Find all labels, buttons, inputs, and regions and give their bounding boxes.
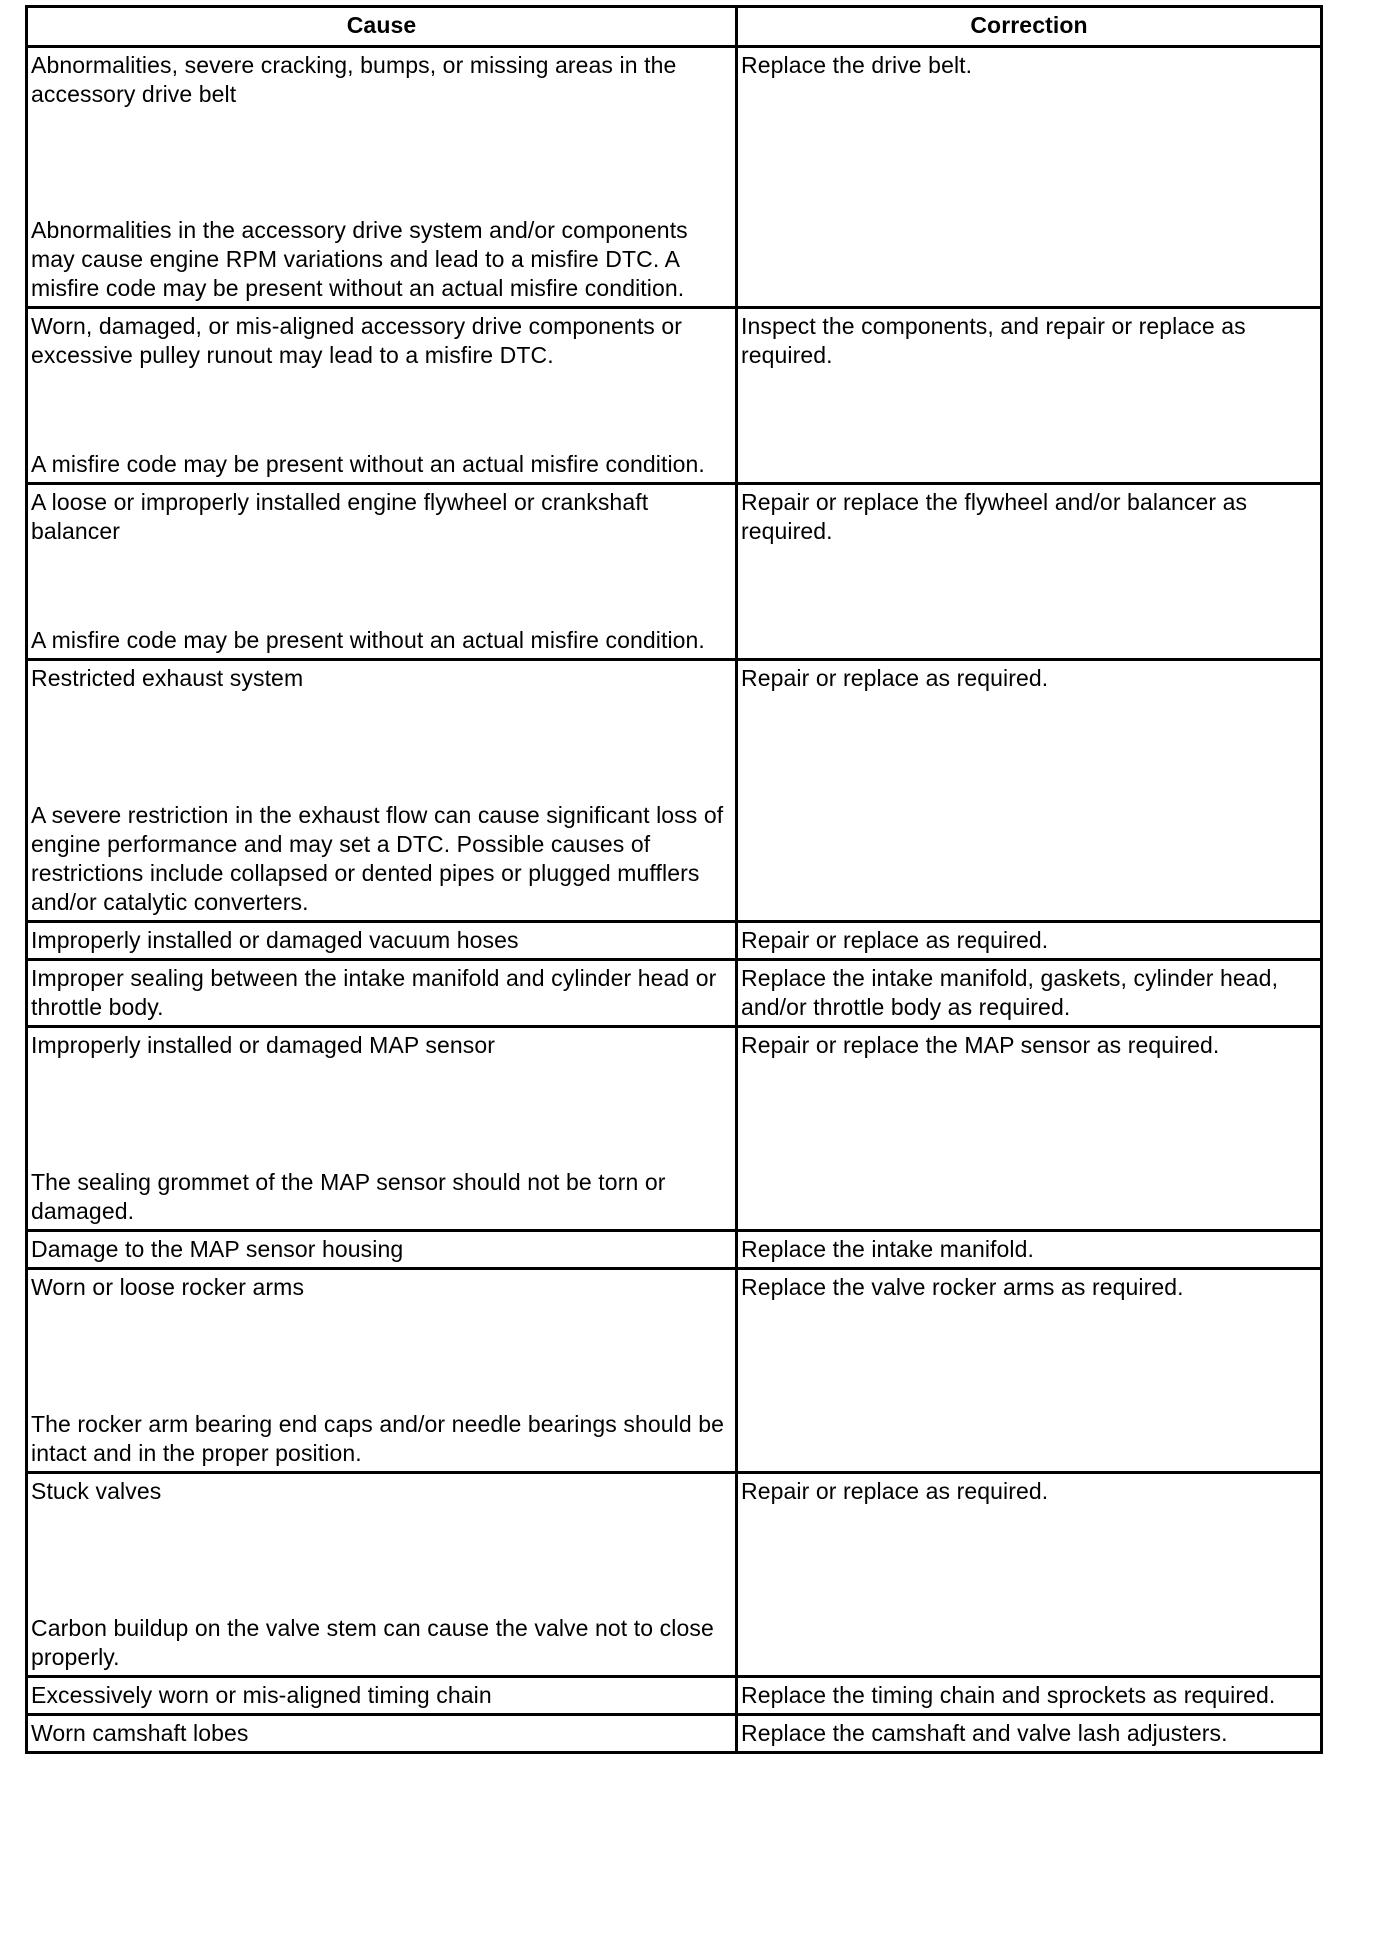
cause-note: A severe restriction in the exhaust flow can cause significant loss of engine performance and may set a DTC. Possible causes of restrictions include collapsed or dented pipes or plugged mufflers and/or catalytic converters.: [31, 802, 724, 915]
spacer: [31, 370, 731, 450]
cause-note: The rocker arm bearing end caps and/or needle bearings should be intact and in the proper position.: [31, 1411, 724, 1466]
spacer: [31, 1506, 731, 1614]
correction-cell: Repair or replace as required.: [737, 922, 1322, 960]
cause-text: Improperly installed or damaged MAP sensor: [31, 1032, 495, 1058]
correction-cell: Repair or replace the flywheel and/or balancer as required.: [737, 484, 1322, 660]
cause-text: Worn or loose rocker arms: [31, 1274, 305, 1300]
cause-cell: [27, 47, 737, 308]
spacer: [31, 546, 731, 626]
header-correction: Correction: [737, 7, 1322, 47]
cause-text: Restricted exhaust system: [31, 665, 304, 691]
spacer: [31, 1060, 731, 1168]
table-row: [27, 1677, 1322, 1715]
cause-text: Worn, damaged, or mis-aligned accessory drive components or excessive pulley runout may lead to a misfire DTC.: [31, 313, 683, 368]
cause-cell: [27, 1269, 737, 1473]
spacer: [31, 693, 731, 801]
cause-note: A misfire code may be present without an actual misfire condition.: [31, 451, 705, 477]
correction-cell: Replace the valve rocker arms as required.: [737, 1269, 1322, 1473]
correction-cell: Repair or replace the MAP sensor as required.: [737, 1027, 1322, 1231]
correction-cell: Repair or replace as required.: [737, 660, 1322, 922]
cause-note: The sealing grommet of the MAP sensor should not be torn or damaged.: [31, 1169, 666, 1224]
cause-text: Stuck valves: [31, 1478, 162, 1504]
table-row: [27, 660, 1322, 922]
correction-cell: Replace the intake manifold.: [737, 1231, 1322, 1269]
cause-text: A loose or improperly installed engine flywheel or crankshaft balancer: [31, 489, 649, 544]
spacer: [31, 1302, 731, 1410]
table-row: [27, 484, 1322, 660]
cause-text: Abnormalities, severe cracking, bumps, or missing areas in the accessory drive belt: [31, 52, 677, 107]
table-row: [27, 1715, 1322, 1753]
table-row: [27, 1269, 1322, 1473]
correction-cell: Replace the camshaft and valve lash adjusters.: [737, 1715, 1322, 1753]
table-row: [27, 308, 1322, 484]
cause-note: Abnormalities in the accessory drive system and/or components may cause engine RPM variations and lead to a misfire DTC. A misfire code may be present without an actual misfire condition.: [31, 217, 688, 301]
table-row: [27, 922, 1322, 960]
table-row: [27, 1473, 1322, 1677]
correction-cell: Inspect the components, and repair or replace as required.: [737, 308, 1322, 484]
table-row: [27, 1027, 1322, 1231]
correction-cell: Replace the timing chain and sprockets as required.: [737, 1677, 1322, 1715]
cause-note: Carbon buildup on the valve stem can cause the valve not to close properly.: [31, 1615, 714, 1670]
cause-cell: Damage to the MAP sensor housing: [27, 1231, 737, 1269]
correction-cell: Repair or replace as required.: [737, 1473, 1322, 1677]
cause-cell: [27, 308, 737, 484]
spacer: [31, 109, 731, 216]
cause-cell: Excessively worn or mis-aligned timing chain: [27, 1677, 737, 1715]
table-row: [27, 47, 1322, 308]
cause-correction-table: [25, 5, 1323, 1754]
cause-cell: Worn camshaft lobes: [27, 1715, 737, 1753]
table-row: [27, 960, 1322, 1027]
cause-cell: Improperly installed or damaged vacuum hoses: [27, 922, 737, 960]
table-header-row: [27, 7, 1322, 47]
cause-cell: [27, 1473, 737, 1677]
cause-note: A misfire code may be present without an actual misfire condition.: [31, 627, 705, 653]
cause-cell: [27, 660, 737, 922]
table-row: [27, 1231, 1322, 1269]
header-cause: Cause: [27, 7, 737, 47]
cause-cell: [27, 484, 737, 660]
cause-cell: Improper sealing between the intake manifold and cylinder head or throttle body.: [27, 960, 737, 1027]
correction-cell: Replace the intake manifold, gaskets, cylinder head, and/or throttle body as required.: [737, 960, 1322, 1027]
correction-cell: Replace the drive belt.: [737, 47, 1322, 308]
cause-cell: [27, 1027, 737, 1231]
